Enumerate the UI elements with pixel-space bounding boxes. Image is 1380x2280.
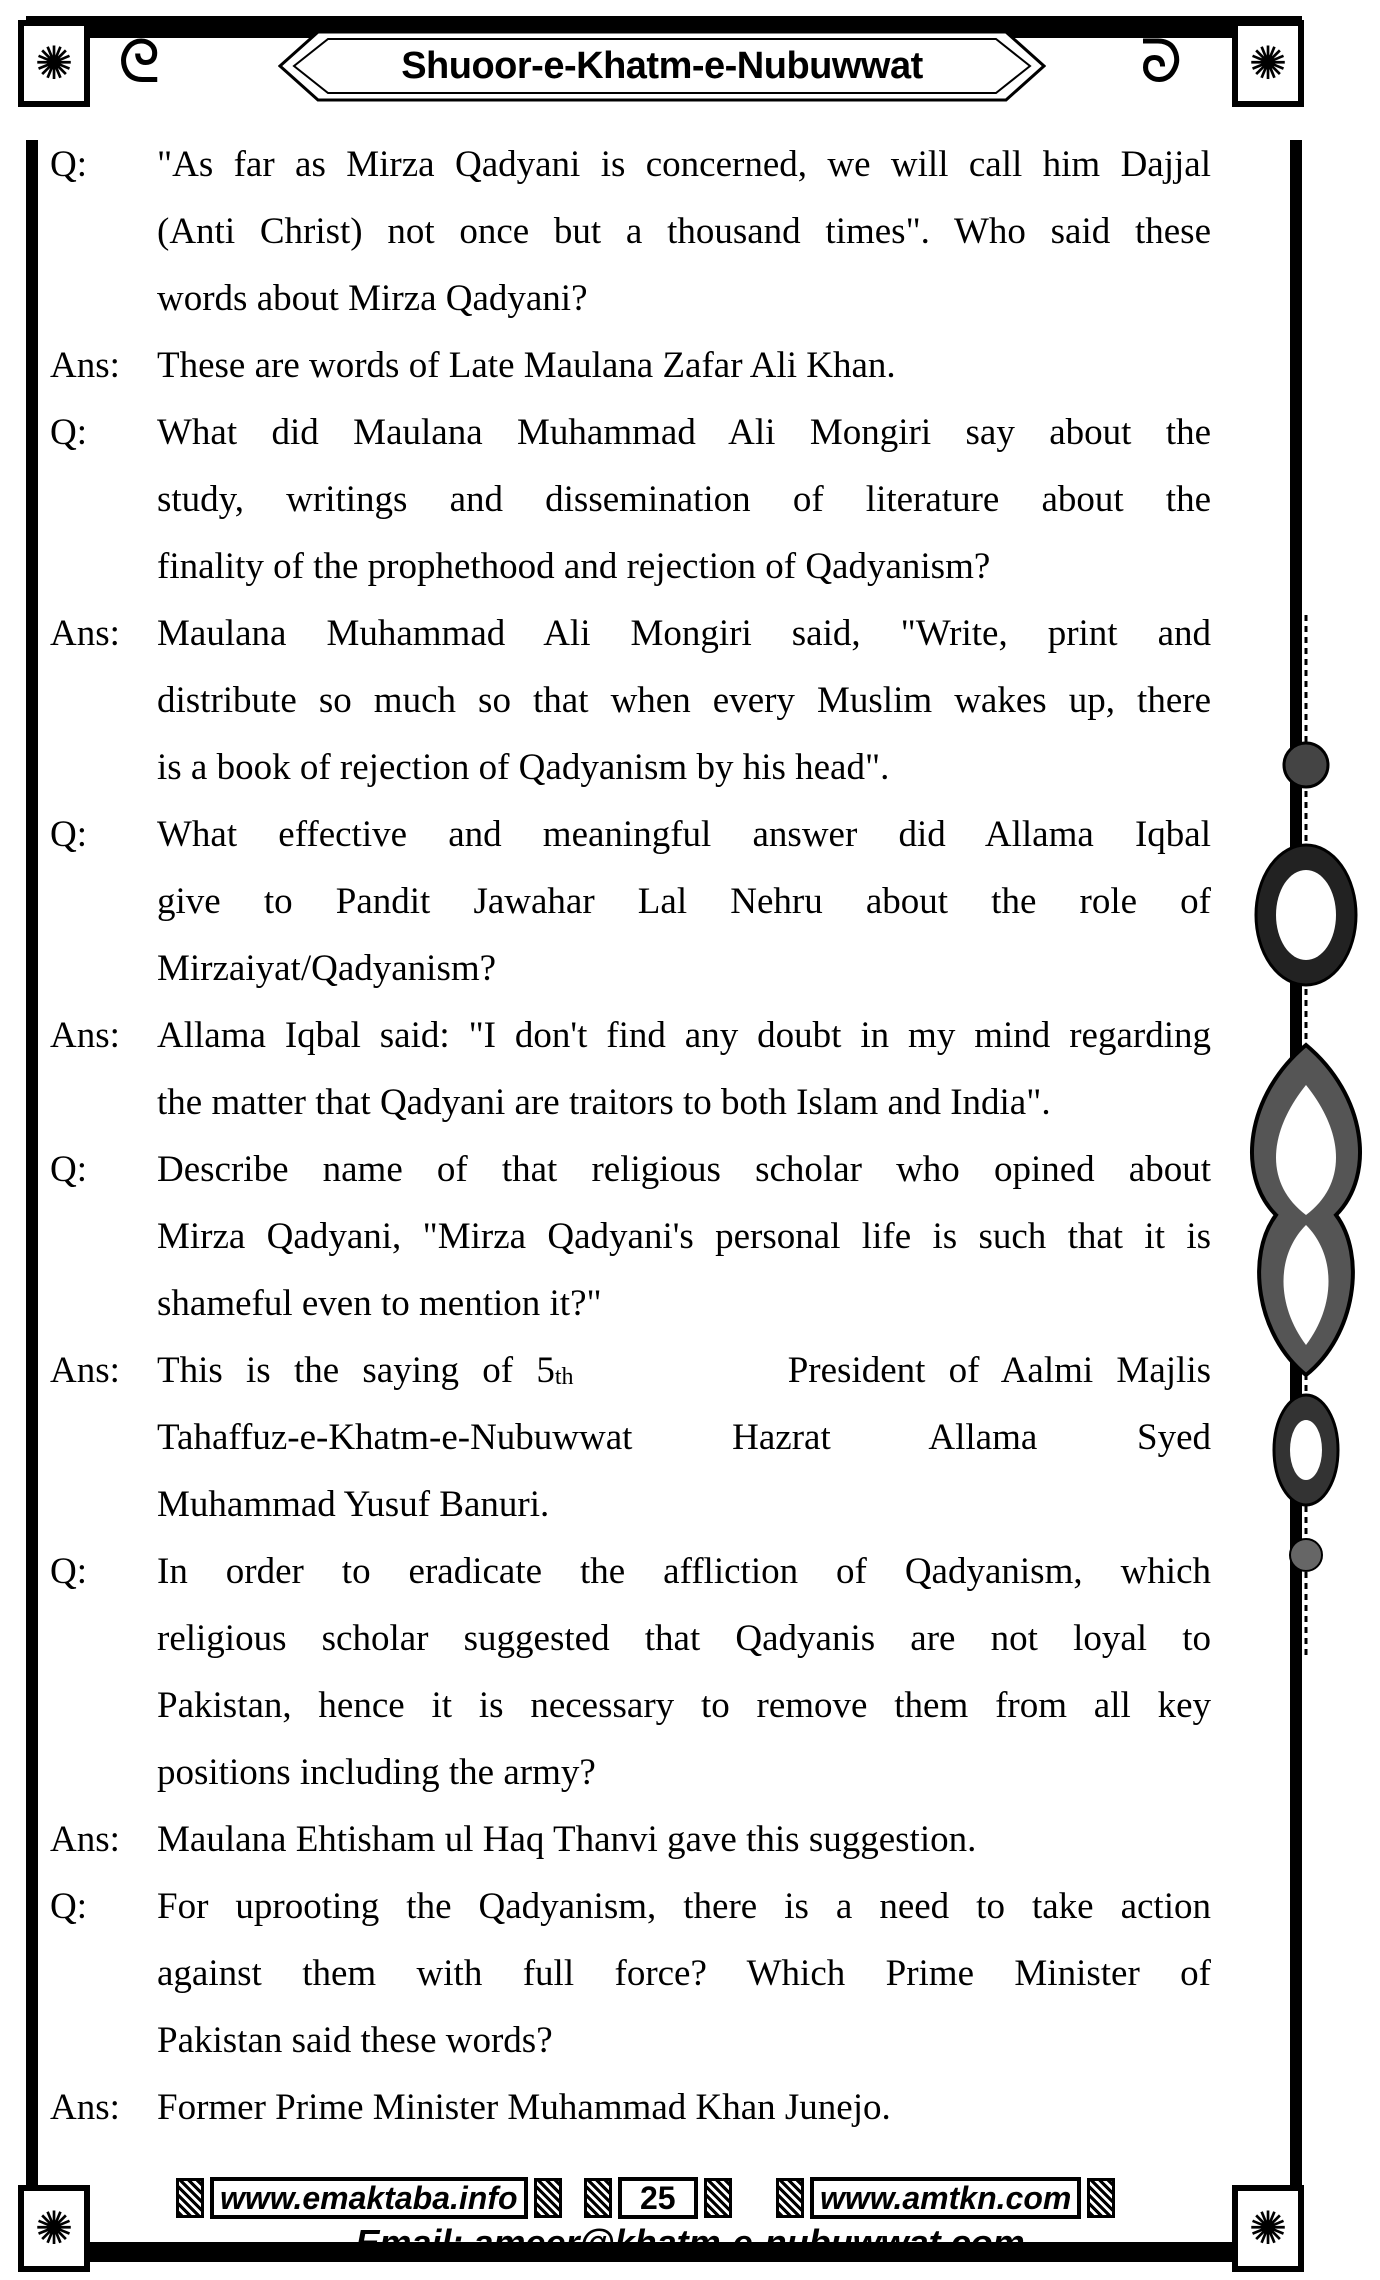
qa-line — [0, 131, 1380, 198]
qa-text: Maulana Muhammad Ali Mongiri said, "Write, print and — [157, 613, 1211, 654]
qa-text: Pakistan, hence it is necessary to remove them from all key — [157, 1685, 1211, 1726]
qa-text-part: This is the saying of 5 — [157, 1350, 555, 1391]
qa-line — [0, 466, 1380, 533]
qa-line — [0, 734, 1380, 801]
question-label: Q: — [50, 1551, 87, 1592]
qa-line — [0, 600, 1380, 667]
qa-text: Pakistan said these words? — [157, 2020, 553, 2061]
qa-line — [0, 399, 1380, 466]
qa-line — [0, 1337, 1380, 1404]
answer-label: Ans: — [50, 1819, 120, 1860]
qa-line — [0, 1538, 1380, 1605]
qa-text: Describe name of that religious scholar who opined about — [157, 1149, 1211, 1190]
tile-icon — [1087, 2178, 1115, 2218]
qa-line — [0, 667, 1380, 734]
tile-icon — [584, 2178, 612, 2218]
qa-text: Former Prime Minister Muhammad Khan Junejo. — [157, 2087, 891, 2128]
qa-text: study, writings and dissemination of literature about the — [157, 479, 1211, 520]
corner-rosette-icon: ✺ — [1232, 20, 1304, 107]
qa-text: Allama Iqbal said: "I don't find any doubt in my mind regarding — [157, 1015, 1211, 1056]
tile-icon — [176, 2178, 204, 2218]
qa-line — [0, 1404, 1380, 1471]
scroll-ornament-icon: ᘓ — [118, 29, 161, 95]
qa-text: Tahaffuz-e-Khatm-e-Nubuwwat Hazrat Allama Syed — [157, 1417, 1211, 1458]
qa-text: positions including the army? — [157, 1752, 596, 1793]
qa-text: (Anti Christ) not once but a thousand times". Who said these — [157, 211, 1211, 252]
qa-line — [0, 801, 1380, 868]
qa-line — [0, 1739, 1380, 1806]
qa-text: "As far as Mirza Qadyani is concerned, we will call him Dajjal — [157, 144, 1211, 185]
corner-rosette-icon: ✺ — [18, 2185, 90, 2272]
answer-label: Ans: — [50, 1015, 120, 1056]
qa-line — [0, 1873, 1380, 1940]
qa-line — [0, 1069, 1380, 1136]
answer-label: Ans: — [50, 1350, 120, 1391]
corner-rosette-icon: ✺ — [18, 20, 90, 107]
qa-line — [0, 2007, 1380, 2074]
footer-page-number — [578, 2178, 738, 2218]
qa-text: Muhammad Yusuf Banuri. — [157, 1484, 550, 1525]
qa-line — [0, 1471, 1380, 1538]
amtkn-link[interactable]: www.amtkn.com — [810, 2177, 1081, 2219]
qa-line — [0, 1672, 1380, 1739]
ordinal-suffix: th — [554, 1364, 574, 1390]
qa-text: religious scholar suggested that Qadyanis are not loyal to — [157, 1618, 1211, 1659]
vertical-arabesque-ornament-icon — [1236, 615, 1376, 1655]
qa-text: Mirza Qadyani, "Mirza Qadyani's personal life is such that it is — [157, 1216, 1211, 1257]
emaktaba-link[interactable]: www.emaktaba.info — [210, 2177, 528, 2219]
qa-line — [0, 868, 1380, 935]
qa-text: For uprooting the Qadyanism, there is a need to take action — [157, 1886, 1211, 1927]
question-label: Q: — [50, 814, 87, 855]
question-label: Q: — [50, 144, 87, 185]
question-label: Q: — [50, 1886, 87, 1927]
qa-text: What effective and meaningful answer did Allama Iqbal — [157, 814, 1211, 855]
corner-rosette-icon: ✺ — [1232, 2185, 1304, 2272]
qa-text: Mirzaiyat/Qadyanism? — [157, 948, 497, 989]
qa-text: finality of the prophethood and rejection of Qadyanism? — [157, 546, 991, 587]
tile-icon — [704, 2178, 732, 2218]
footer-website-2 — [770, 2178, 1121, 2218]
answer-label: Ans: — [50, 2087, 120, 2128]
qa-line — [0, 265, 1380, 332]
page-number: 25 — [618, 2177, 698, 2219]
tile-icon — [776, 2178, 804, 2218]
qa-text: In order to eradicate the affliction of Qadyanism, which — [157, 1551, 1211, 1592]
qa-text: Maulana Ehtisham ul Haq Thanvi gave this suggestion. — [157, 1819, 977, 1860]
answer-label: Ans: — [50, 613, 120, 654]
page-header-title: Shuoor-e-Khatm-e-Nubuwwat — [401, 44, 923, 87]
qa-line — [0, 1002, 1380, 1069]
qa-line — [0, 935, 1380, 1002]
qa-text — [157, 1337, 1211, 1409]
footer-email[interactable]: Email: ameer@khatm-e-nubuwwat.com — [355, 2222, 1025, 2263]
qa-line — [0, 332, 1380, 399]
qa-text-part — [157, 1337, 574, 1409]
qa-text: shameful even to mention it?" — [157, 1283, 602, 1324]
qa-text: words about Mirza Qadyani? — [157, 278, 588, 319]
qa-line — [0, 1806, 1380, 1873]
qa-line — [0, 1605, 1380, 1672]
qa-line — [0, 1136, 1380, 1203]
qa-content — [0, 131, 1380, 2141]
qa-text: What did Maulana Muhammad Ali Mongiri say about the — [157, 412, 1211, 453]
qa-text: against them with full force? Which Prime Minister of — [157, 1953, 1211, 1994]
qa-line — [0, 1270, 1380, 1337]
qa-text-part: President of Aalmi Majlis — [787, 1350, 1211, 1391]
question-label: Q: — [50, 1149, 87, 1190]
qa-line — [0, 533, 1380, 600]
question-label: Q: — [50, 412, 87, 453]
qa-line — [0, 198, 1380, 265]
footer-website-1 — [170, 2178, 568, 2218]
qa-text: distribute so much so that when every Muslim wakes up, there — [157, 680, 1211, 721]
tile-icon — [534, 2178, 562, 2218]
qa-text: These are words of Late Maulana Zafar Ali Khan. — [157, 345, 896, 386]
qa-text: is a book of rejection of Qadyanism by his head". — [157, 747, 890, 788]
answer-label: Ans: — [50, 345, 120, 386]
title-banner — [278, 30, 1046, 102]
scroll-ornament-icon: ᘐ — [1140, 29, 1183, 95]
qa-line — [0, 1203, 1380, 1270]
qa-line — [0, 2074, 1380, 2141]
qa-text: the matter that Qadyani are traitors to both Islam and India". — [157, 1082, 1051, 1123]
qa-line — [0, 1940, 1380, 2007]
qa-text: give to Pandit Jawahar Lal Nehru about the role of — [157, 881, 1211, 922]
